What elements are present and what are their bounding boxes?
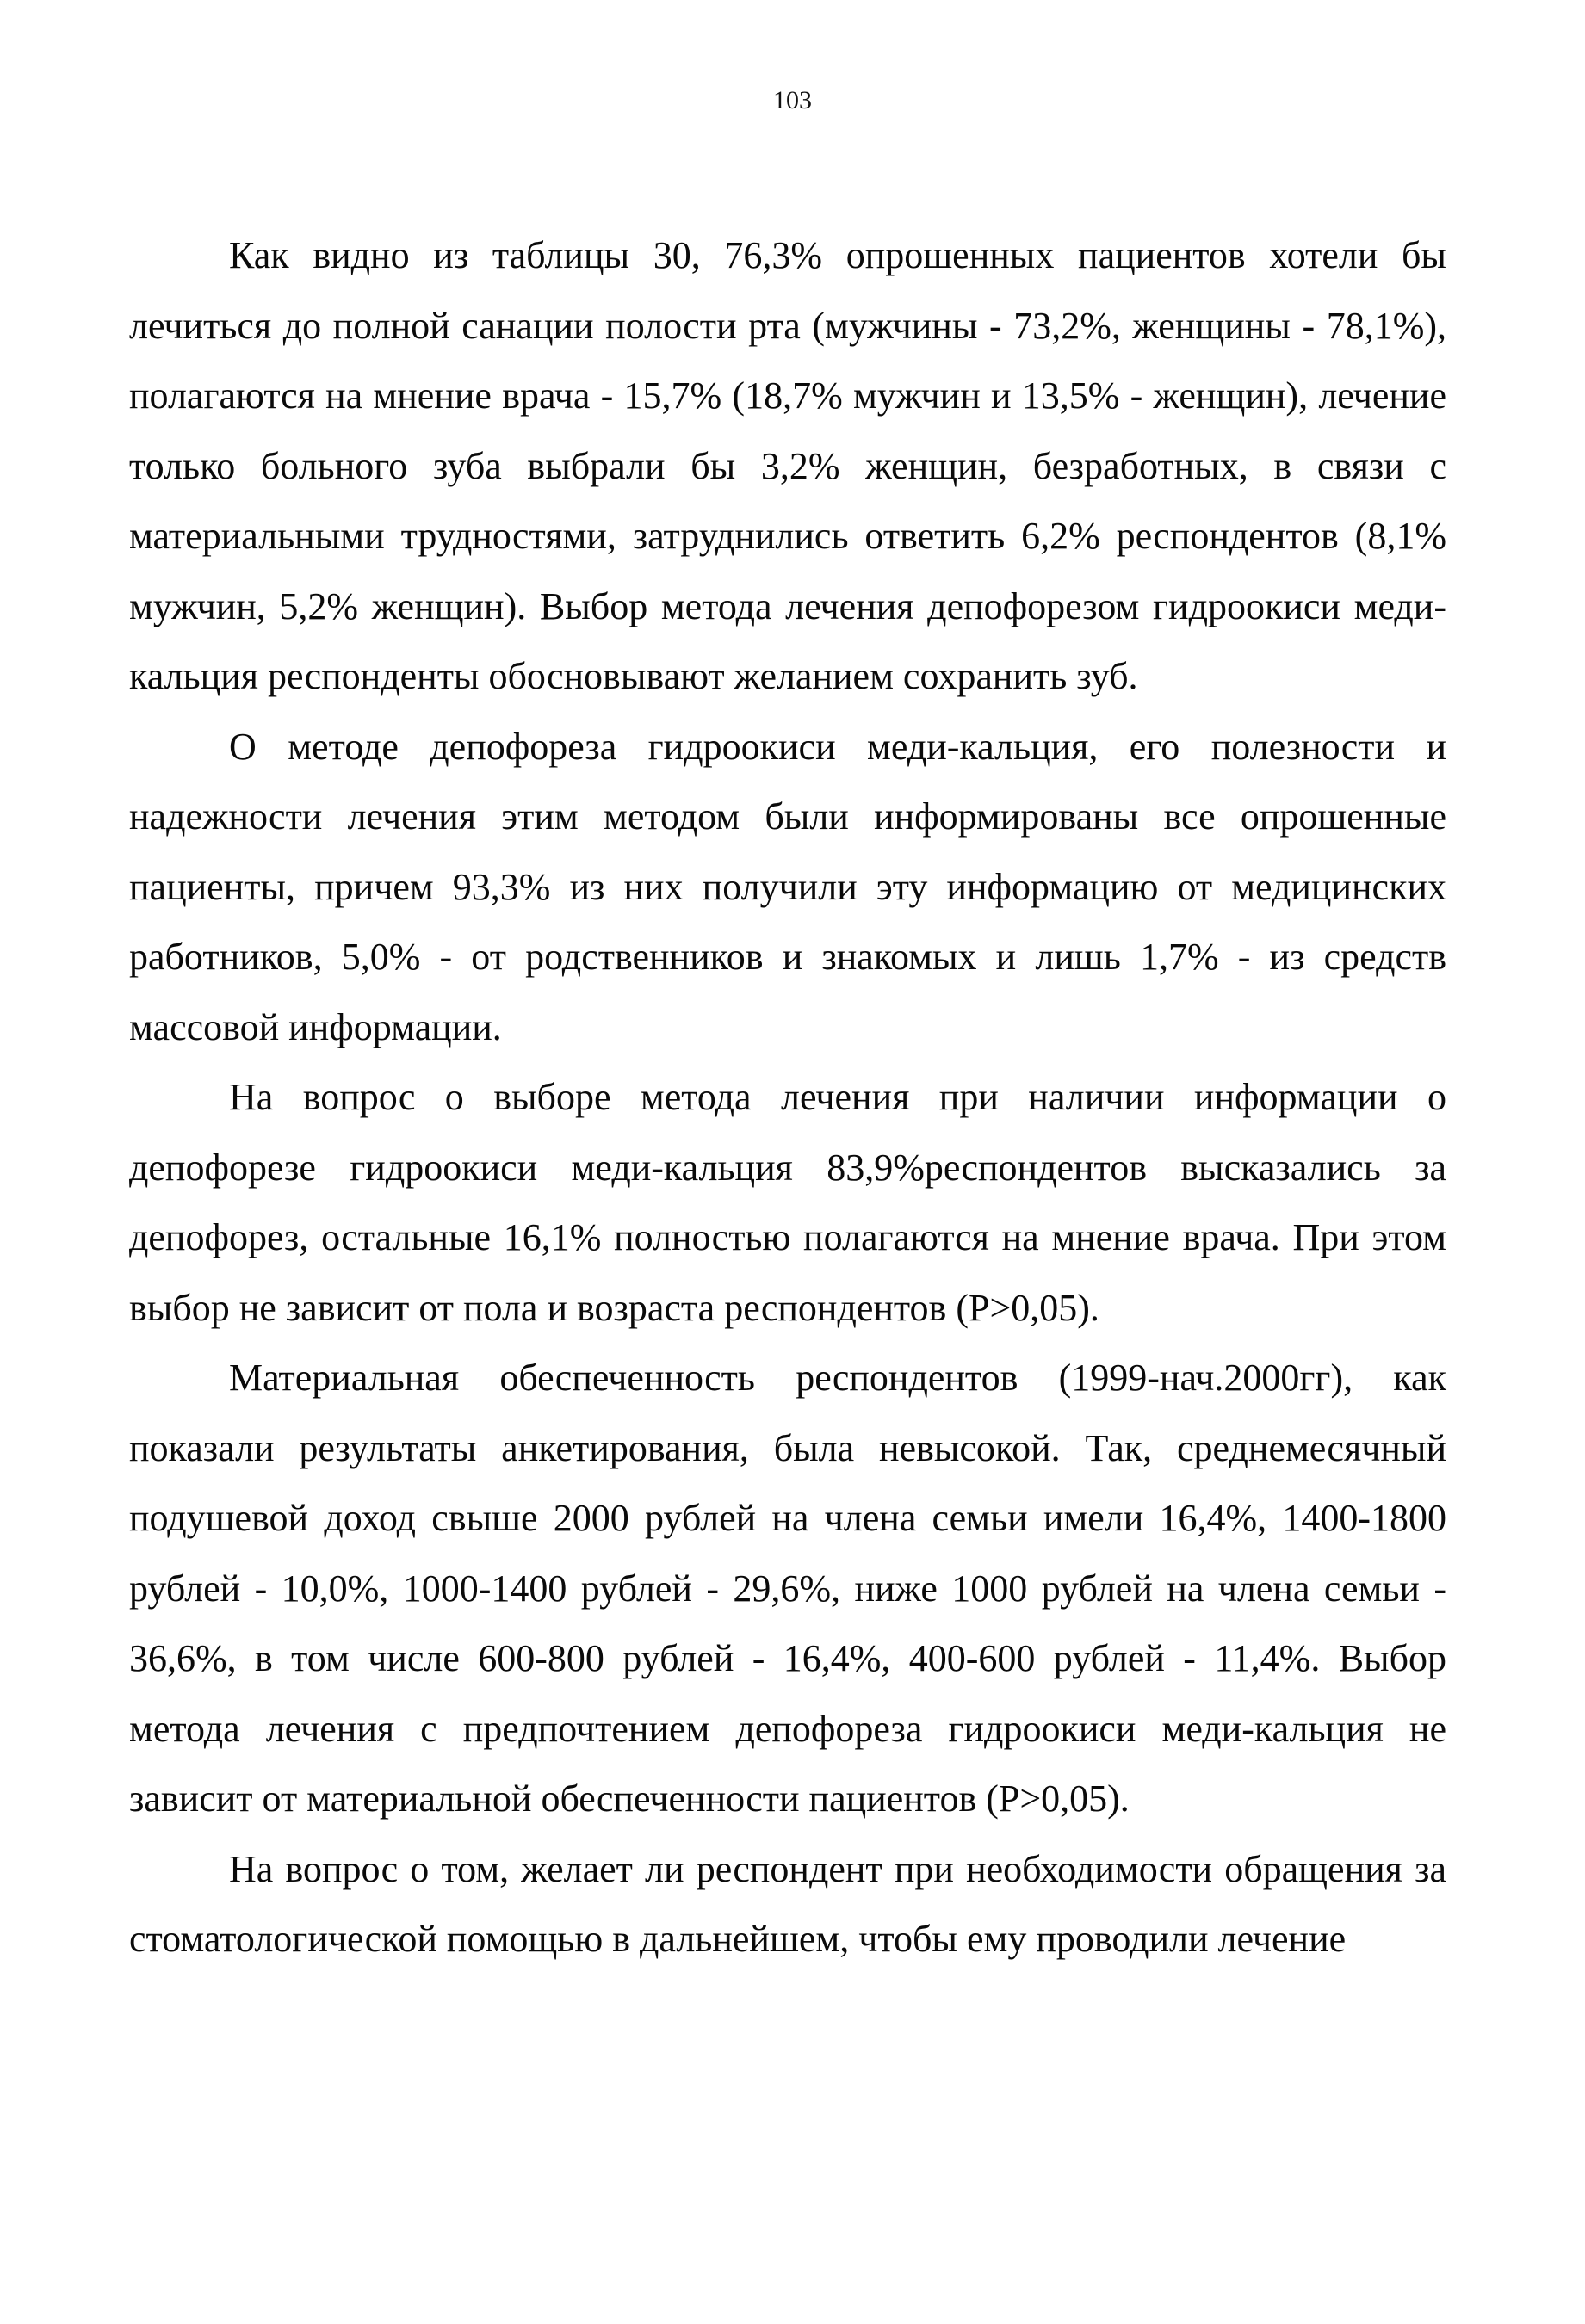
paragraph: Материальная обеспеченность респондентов (1999-нач.2000гг), как показали результаты анкетирования, была невысокой. Так, среднемесячный подушевой доход свыше 2000 рублей на члена семьи имели 16,4%, 1400-1800 рублей - 10,0%, 1000-1400 рублей - 29,6%, ниже 1000 рублей на члена семьи - 36,6%, в том числе 600-800 рублей - 16,4%, 400-600 рублей - 11,4%. Выбор метода лечения с предпочтением депофореза гидроокиси меди-кальция не зависит от материальной обеспеченности пациентов (Р>0,05). bbox=[129, 1357, 1446, 1820]
paragraph: О методе депофореза гидроокиси меди-кальция, его полезности и надежности лечения этим методом были информированы все опрошенные пациенты, причем 93,3% из них получили эту информацию от медицинских работников, 5,0% - от родственников и знакомых и лишь 1,7% - из средств массовой информации. bbox=[129, 725, 1446, 1048]
paragraph: На вопрос о том, желает ли респондент при необходимости обращения за стоматологической помощью в дальнейшем, чтобы ему проводили лечение bbox=[129, 1847, 1446, 1960]
body-text bbox=[129, 220, 1446, 1975]
paragraph: На вопрос о выборе метода лечения при наличии информации о депофорезе гидроокиси меди-кальция 83,9%респондентов высказались за депофорез, остальные 16,1% полностью полагаются на мнение врача. При этом выбор не зависит от пола и возраста респондентов (Р>0,05). bbox=[129, 1076, 1446, 1329]
page-number: 103 bbox=[773, 86, 812, 114]
paragraph: Как видно из таблицы 30, 76,3% опрошенных пациентов хотели бы лечиться до полной санации полости рта (мужчины - 73,2%, женщины - 78,1%), полагаются на мнение врача - 15,7% (18,7% мужчин и 13,5% - женщин), лечение только больного зуба выбрали бы 3,2% женщин, безработных, в связи с материальными трудностями, затруднились ответить 6,2% респондентов (8,1% мужчин, 5,2% женщин). Выбор метода лечения депофорезом гидроокиси меди-кальция респонденты обосновывают желанием сохранить зуб. bbox=[129, 234, 1446, 697]
